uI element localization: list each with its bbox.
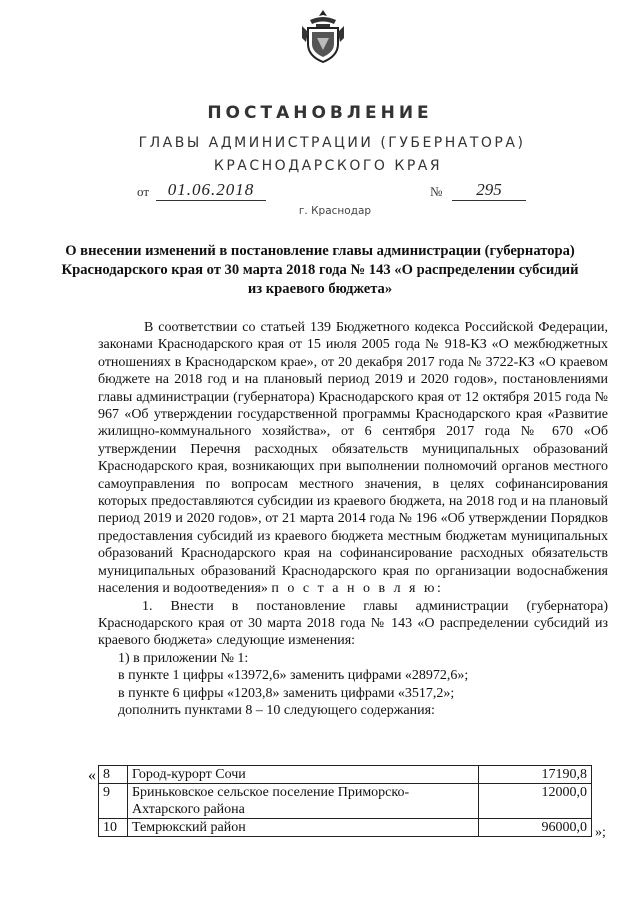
row-number: 8	[99, 766, 128, 784]
table-row	[99, 766, 592, 784]
municipality-name: Город-курорт Сочи	[128, 766, 479, 784]
subsidy-amount: 12000,0	[479, 784, 592, 819]
subitem-1: 1) в приложении № 1:	[118, 650, 249, 666]
opening-quote: «	[88, 767, 96, 784]
decree-word: п о с т а н о в л я ю:	[271, 581, 444, 597]
document-date: 01.06.2018	[156, 180, 266, 201]
date-prefix: от	[137, 184, 150, 199]
amendment-table	[98, 765, 592, 837]
row-number: 9	[99, 784, 128, 819]
closing-quote: »;	[595, 825, 606, 840]
municipality-name: Темрюкский район	[128, 819, 479, 837]
table-row	[99, 784, 592, 819]
document-type: ПОСТАНОВЛЕНИЕ	[207, 103, 433, 123]
row-number: 10	[99, 819, 128, 837]
region-name: КРАСНОДАРСКОГО КРАЯ	[213, 158, 443, 174]
subsidy-amount: 96000,0	[479, 819, 592, 837]
subsidy-amount: 17190,8	[479, 766, 592, 784]
item-1: 1. Внести в постановление главы администрации (губернатора) Краснодарского края от 30 марта 2018 года № 143 «О распределении субсидий из краевого бюджета» следующие изменения:	[98, 598, 608, 649]
number-prefix: №	[430, 184, 443, 199]
issuing-authority: ГЛАВЫ АДМИНИСТРАЦИИ (ГУБЕРНАТОРА)	[138, 135, 526, 151]
date-number-line	[0, 180, 640, 204]
preamble-text: В соответствии со статьей 139 Бюджетного кодекса Российской Федерации, законами Краснодарского края от 15 июля 2005 года № 918-КЗ «О межбюджетных отношениях в Краснодарском крае», от 20 декабря 2017 года № 3722-КЗ «О краевом бюджете на 2018 год и на плановый период 2019 и 2020 годов», постановлениями главы администрации (губернатора) Краснодарского края от 12 октября 2015 года № 967 «Об утверждении государственной программы Краснодарского края «Развитие жилищно-коммунального хозяйства», от 6 сентября 2017 года № 670 «Об утверждении Перечня расходных обязательств муниципальных образований Краснодарского края, возникающих при выполнении полномочий органов местного самоуправления по вопросам местного значения, в целях софинансирования которых предоставляются субсидии из краевого бюджета, на 2018 год и на плановый период 2019 и 2020 годов», от 21 марта 2014 года № 196 «Об утверждении Порядков предоставления субсидий из краевого бюджета местным бюджетам муниципальных образований Краснодарского края на софинансирование расходных обязательств муниципальных образований Краснодарского края по организации водоснабжения населения и водоотведения»	[98, 320, 608, 597]
subitem-1a: в пункте 1 цифры «13972,6» заменить цифрами «28972,6»;	[118, 668, 469, 684]
city: г. Краснодар	[298, 205, 372, 217]
municipality-name: Бриньковское сельское поселение Приморско-Ахтарского района	[128, 784, 479, 819]
document-body	[98, 319, 608, 719]
coat-of-arms-emblem	[300, 8, 346, 66]
document-number: 295	[452, 180, 526, 201]
subitem-1b: в пункте 6 цифры «1203,8» заменить цифрами «3517,2»;	[118, 685, 455, 701]
table-row	[99, 819, 592, 837]
document-title: О внесении изменений в постановление главы администрации (губернатора) Краснодарского края от 30 марта 2018 года № 143 «О распределении субсидий из краевого бюджета»	[61, 243, 579, 297]
preamble-paragraph	[98, 319, 608, 598]
subitem-1c: дополнить пунктами 8 – 10 следующего содержания:	[118, 702, 435, 718]
